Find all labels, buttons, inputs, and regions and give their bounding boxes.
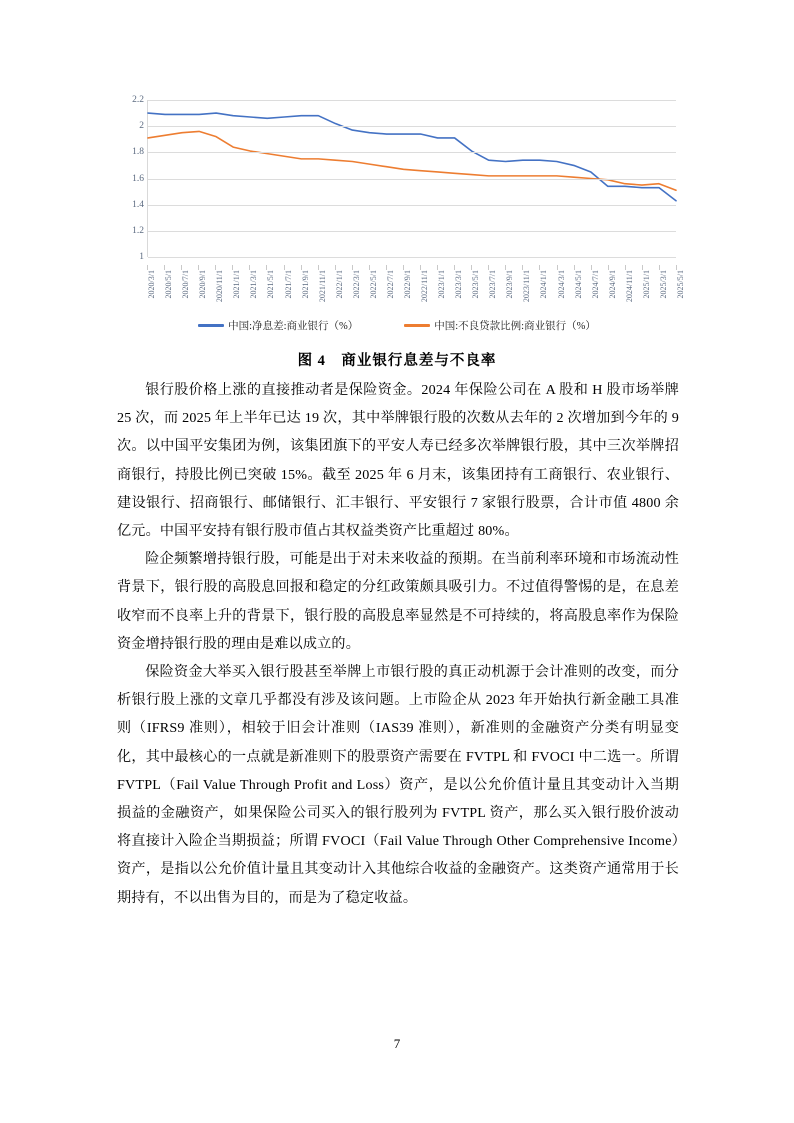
legend-label: 中国:不良贷款比例:商业银行（%） (434, 321, 596, 332)
x-axis-tick-label: 2021/9/1 (300, 270, 310, 299)
figure-caption: 图 4 商业银行息差与不良率 (297, 353, 497, 369)
x-axis-tick-label: 2024/9/1 (607, 270, 617, 299)
body-text (117, 376, 679, 912)
chart-area (110, 92, 685, 303)
chart-plot-area (132, 95, 676, 262)
chart-legend (110, 318, 684, 333)
y-axis-tick-label: 1.8 (132, 147, 144, 158)
paragraph: 银行股价格上涨的直接推动者是保险资金。2024 年保险公司在 A 股和 H 股市场举牌 25 次，而 2025 年上半年已达 19 次，其中举牌银行股的次数从去年的 2 次增加到今年的 9 次。以中国平安集团为例，该集团旗下的平安人寿已经多次举牌银行股，其中三次举牌招商银行，持股比例已突破 15%。截至 2025 年 6 月末，该集团持有工商银行、农业银行、建设银行、招商银行、邮储银行、汇丰银行、平安银行 7 家银行股票，合计市值 4800 余亿元。中国平安持有银行股市值占其权益类资产比重超过 80%。 (117, 382, 679, 540)
x-axis-tick-label: 2022/7/1 (385, 270, 395, 299)
y-axis-tick-label: 1.4 (132, 199, 144, 210)
gridline (148, 100, 676, 101)
x-axis-tick-label: 2021/5/1 (266, 270, 276, 299)
x-axis-tick-label: 2023/1/1 (437, 270, 447, 299)
gridline (148, 179, 676, 180)
x-axis-tick-label: 2023/7/1 (488, 270, 498, 299)
y-axis-tick-label: 2 (139, 121, 144, 132)
x-axis-tick-label: 2022/9/1 (402, 270, 412, 299)
page-number: 7 (393, 1036, 401, 1051)
x-axis-tick-label: 2021/11/1 (317, 270, 327, 303)
x-axis-tick-label: 2023/11/1 (522, 270, 532, 303)
legend-color-swatch (404, 324, 430, 327)
x-axis-tick-label: 2025/3/1 (658, 270, 668, 299)
y-axis-tick-label: 1 (139, 252, 144, 262)
x-axis-tick-label: 2021/7/1 (283, 270, 293, 299)
gridline (148, 126, 676, 127)
x-axis-tick-label: 2020/7/1 (181, 270, 191, 299)
legend-item (404, 318, 596, 333)
x-axis-tick-label: 2022/11/1 (420, 270, 430, 303)
gridline (148, 205, 676, 206)
gridline (148, 152, 676, 153)
x-axis-tick-label: 2022/5/1 (368, 270, 378, 299)
figure-4-container (110, 92, 685, 303)
x-axis-tick-label: 2020/3/1 (147, 270, 156, 299)
legend-color-swatch (198, 324, 224, 327)
gridline (148, 231, 676, 232)
x-axis-tick-label: 2021/3/1 (249, 270, 259, 299)
x-axis-tick-label: 2025/5/1 (676, 270, 685, 299)
paragraph: 险企频繁增持银行股，可能是出于对未来收益的预期。在当前利率环境和市场流动性背景下，银行股的高股息回报和稳定的分红政策颇具吸引力。不过值得警惕的是，在息差收窄而不良率上升的背景下，银行股的高股息率显然是不可持续的，将高股息率作为保险资金增持银行股的理由是难以成立的。 (117, 551, 679, 652)
x-axis-tick-label: 2020/9/1 (198, 270, 208, 299)
x-axis-tick-label: 2024/5/1 (573, 270, 583, 299)
x-axis-tick-label: 2020/11/1 (215, 270, 225, 303)
gridline (148, 257, 676, 258)
x-axis-tick-label: 2023/5/1 (471, 270, 481, 299)
x-axis-tick-label: 2024/11/1 (624, 270, 634, 303)
paragraph: 保险资金大举买入银行股甚至举牌上市银行股的真正动机源于会计准则的改变，而分析银行股上涨的文章几乎都没有涉及该问题。上市险企从 2023 年开始执行新金融工具准则（IFRS9 准则），相较于旧会计准则（IAS39 准则），新准则的金融资产分类有明显变化，其中最核心的一点就是新准则下的股票资产需要在 FVTPL 和 FVOCI 中二选一。所谓 FVTPL（Fail Value Through Profit and Loss）资产，是以公允价值计量且其变动计入当期损益的金融资产，如果保险公司买入的银行股列为 FVTPL 资产，那么买入银行股价波动将直接计入险企当期损益；所谓 FVOCI（Fail Value Through Other Comprehensive Income）资产，是指以公允价值计量且其变动计入其他综合收益的金融资产。这类资产通常用于长期持有，不以出售为目的，而是为了稳定收益。 (117, 664, 679, 906)
y-axis-tick-label: 1.2 (132, 225, 144, 236)
x-axis-tick-label: 2020/5/1 (164, 270, 174, 299)
legend-label: 中国:净息差:商业银行（%） (228, 321, 359, 332)
y-axis-tick-label: 1.6 (132, 173, 144, 184)
x-axis-tick-label: 2024/1/1 (539, 270, 549, 299)
legend-item (198, 318, 358, 333)
x-axis-tick-label: 2023/3/1 (454, 270, 464, 299)
x-axis-tick-label: 2022/3/1 (351, 270, 361, 299)
x-axis-tick-label: 2025/1/1 (641, 270, 651, 299)
chart-line-series (148, 131, 676, 190)
x-axis-tick-label: 2023/9/1 (505, 270, 515, 299)
x-axis-tick-label: 2021/1/1 (232, 270, 242, 299)
x-axis-tick-label: 2024/7/1 (590, 270, 600, 299)
x-axis-tick-label: 2022/1/1 (334, 270, 344, 299)
x-axis-tick-label: 2024/3/1 (556, 270, 566, 299)
y-axis-tick-label: 2.2 (132, 95, 144, 105)
